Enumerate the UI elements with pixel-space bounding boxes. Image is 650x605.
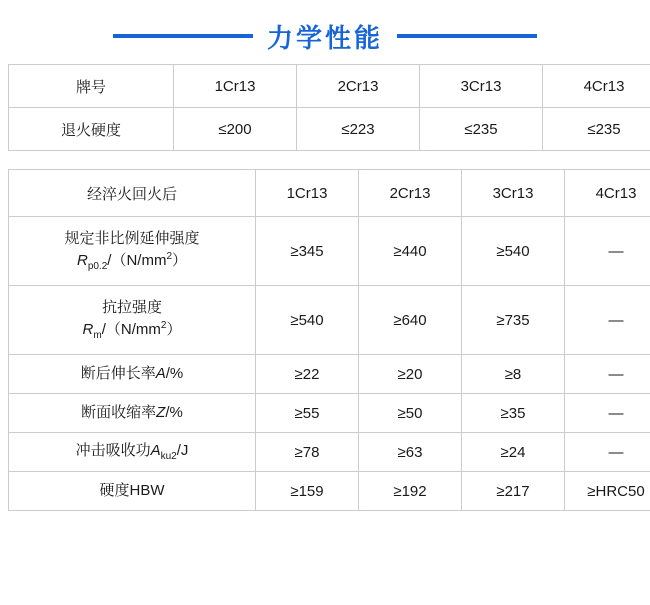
cell-value: — [565,217,650,286]
cell-value: — [565,433,650,472]
cell-value: ≥540 [256,286,359,355]
cell-value: ≥63 [359,433,462,472]
table-row [9,217,650,286]
cell-value: ≥735 [462,286,565,355]
cell-value: 2Cr13 [297,65,420,108]
cell-value: ≤235 [543,108,650,151]
title-rule-left [113,34,253,38]
row-label [9,286,256,355]
page-root [0,8,650,605]
row-label: 冲击吸收功$A_{ku2}/J$ [9,433,256,472]
cell-value: ≥24 [462,433,565,472]
cell-value: ≤200 [174,108,297,151]
cell-value: ≥22 [256,355,359,394]
table-row [9,286,650,355]
cell-value: 4Cr13 [543,65,650,108]
quenched-tempered-table [8,169,650,511]
header-grade: 3Cr13 [462,170,565,217]
row-label: 退火硬度 [9,108,174,151]
row-label: 断面收缩率Z/% [9,394,256,433]
cell-value: ≥35 [462,394,565,433]
header-label: 经淬火回火后 [9,170,256,217]
cell-value: ≤223 [297,108,420,151]
row-label-line2: $R_m/(N/mm^2)$ [11,319,253,344]
cell-value: ≥20 [359,355,462,394]
cell-value: ≥192 [359,472,462,511]
row-label-line1: 规定非比例延伸强度 [64,230,199,247]
table-row [9,108,650,151]
cell-value: ≥640 [359,286,462,355]
cell-value: ≥78 [256,433,359,472]
page-title: 力学性能 [267,18,383,55]
cell-value: ≥540 [462,217,565,286]
annealed-hardness-table [8,64,650,151]
title-rule-right [397,34,537,38]
row-label: 牌号 [9,65,174,108]
cell-value: ≥217 [462,472,565,511]
table-row [9,394,650,433]
cell-value: ≤235 [420,108,543,151]
cell-value: ≥55 [256,394,359,433]
cell-value: ≥50 [359,394,462,433]
cell-value: ≥440 [359,217,462,286]
table-row [9,355,650,394]
row-label-line2: $R_{p0.2}/(N/mm^2)$ [11,250,253,275]
cell-value: 3Cr13 [420,65,543,108]
row-label: 硬度HBW [9,472,256,511]
cell-value: ≥345 [256,217,359,286]
page-title-banner [0,8,650,64]
cell-value: ≥8 [462,355,565,394]
cell-value: ≥159 [256,472,359,511]
header-grade: 2Cr13 [359,170,462,217]
table-row [9,433,650,472]
header-grade: 4Cr13 [565,170,650,217]
row-label-line1: 抗拉强度 [102,299,162,316]
cell-value: 1Cr13 [174,65,297,108]
row-label: 断后伸长率A/% [9,355,256,394]
header-grade: 1Cr13 [256,170,359,217]
cell-value: — [565,286,650,355]
cell-value: — [565,394,650,433]
cell-value: — [565,355,650,394]
table-row [9,65,650,108]
row-label [9,217,256,286]
table-row [9,472,650,511]
table-header-row [9,170,650,217]
cell-value: ≥HRC50 [565,472,650,511]
